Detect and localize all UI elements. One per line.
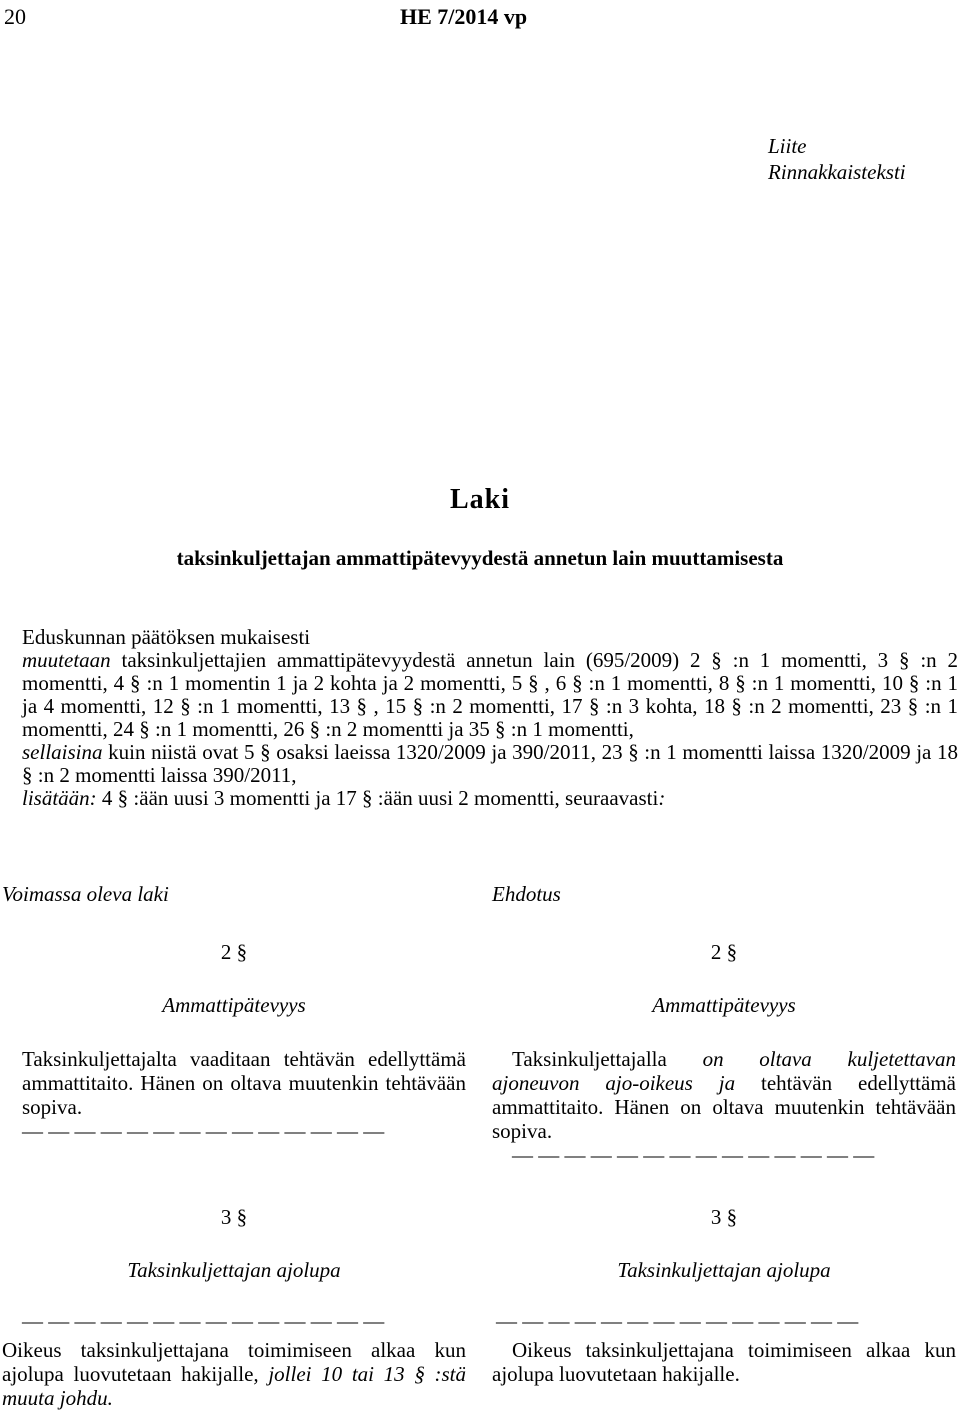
- section-body-added-clause: on oltava kuljetettavan ajoneuvon ajo-oikeus ja: [492, 1047, 956, 1095]
- omission-dashes: — — — — — — — — — — — — — —: [512, 1143, 875, 1167]
- right-section-3: [492, 1205, 956, 1386]
- intro-paragraph-1: Eduskunnan päätöksen mukaisesti: [22, 625, 311, 649]
- page-number: 20: [4, 4, 26, 29]
- intro-paragraph-2: [22, 649, 958, 741]
- right-section-2: [492, 940, 956, 1168]
- intro-amendments: taksinkuljettajien ammattipätevyydestä annetun lain (695/2009) 2 § :n 1 momentti, 3 § :n 2 momentti, 4 § :n 1 momentin 1 ja 2 kohta ja 2 momentti, 5 § , 6 § :n 1 momentti, 8 § :n 1 momentti, 10 § :n 1 ja 4 momentti, 12 § :n 1 momentti, 13 § , 15 § :n 2 momentti, 17 § :n 3 kohta, 18 § :n 2 momentti, 23 § :n 1 momentti, 24 § :n 1 momentti, 26 § :n 2 momentti ja 35 § :n 1 momentti,: [22, 648, 958, 741]
- section-body: Taksinkuljettajalta vaaditaan tehtävän edellyttämä ammattitaito. Hänen on oltava muutenkin tehtävään sopiva.: [22, 1047, 466, 1119]
- omission-dashes: — — — — — — — — — — — — — —: [22, 1309, 385, 1333]
- law-title: Laki: [449, 484, 511, 515]
- intro-paragraph-3: [22, 741, 958, 787]
- law-subtitle: taksinkuljettajan ammattipätevyydestä annetun lain muuttamisesta: [176, 546, 784, 570]
- appendix-subtitle: Rinnakkaisteksti: [768, 160, 906, 184]
- appendix-label: [768, 133, 906, 185]
- section-title: Taksinkuljettajan ajolupa: [617, 1258, 831, 1282]
- intro-verb-sellaisina: sellaisina: [22, 740, 103, 764]
- document-id: HE 7/2014 vp: [400, 4, 528, 29]
- column-head-current-law: Voimassa oleva laki: [2, 882, 169, 906]
- section-body-end: tehtävän edellyttämä ammattitaito. Hänen on oltava muutenkin tehtävään sopiva.: [492, 1071, 956, 1143]
- intro-text: [22, 626, 958, 810]
- section-number: 3 §: [710, 1205, 738, 1229]
- column-head-proposal: Ehdotus: [492, 882, 561, 906]
- section-body-start: Taksinkuljettajalla: [512, 1047, 703, 1071]
- omission-dashes: — — — — — — — — — — — — — —: [496, 1309, 859, 1333]
- section-body: [492, 1047, 956, 1143]
- intro-verb-lisataan: lisätään:: [22, 786, 97, 810]
- section-body-text: Oikeus taksinkuljettajana toimimiseen alkaa kun ajolupa luovutetaan hakijalle: [2, 1338, 466, 1386]
- intro-additions: 4 § :ään uusi 3 momentti ja 17 § :ään uusi 2 momentti, seuraavasti: [96, 786, 659, 810]
- section-number: 2 §: [220, 940, 248, 964]
- section-title: Ammattipätevyys: [162, 993, 306, 1017]
- intro-verb-muutetaan: muutetaan: [22, 648, 111, 672]
- left-section-3: [2, 1205, 466, 1410]
- section-body: [2, 1338, 466, 1410]
- section-title: Ammattipätevyys: [652, 993, 796, 1017]
- intro-sources: kuin niistä ovat 5 § osaksi laeissa 1320/2009 ja 390/2011, 23 § :n 1 momentti laissa 1320/2009 ja 18 § :n 2 momentti laissa 390/2011,: [22, 740, 958, 787]
- section-body-removed-clause: , jollei 10 tai 13 § :stä muuta johdu.: [2, 1362, 467, 1410]
- section-title: Taksinkuljettajan ajolupa: [127, 1258, 341, 1282]
- omission-dashes: — — — — — — — — — — — — — —: [22, 1119, 385, 1143]
- appendix-title: Liite: [768, 134, 807, 158]
- left-section-2: [2, 940, 466, 1144]
- intro-paragraph-4: [22, 787, 958, 810]
- section-number: 2 §: [710, 940, 738, 964]
- intro-colon: :: [658, 786, 666, 810]
- section-body: Oikeus taksinkuljettajana toimimiseen alkaa kun ajolupa luovutetaan hakijalle.: [492, 1338, 956, 1386]
- section-number: 3 §: [220, 1205, 248, 1229]
